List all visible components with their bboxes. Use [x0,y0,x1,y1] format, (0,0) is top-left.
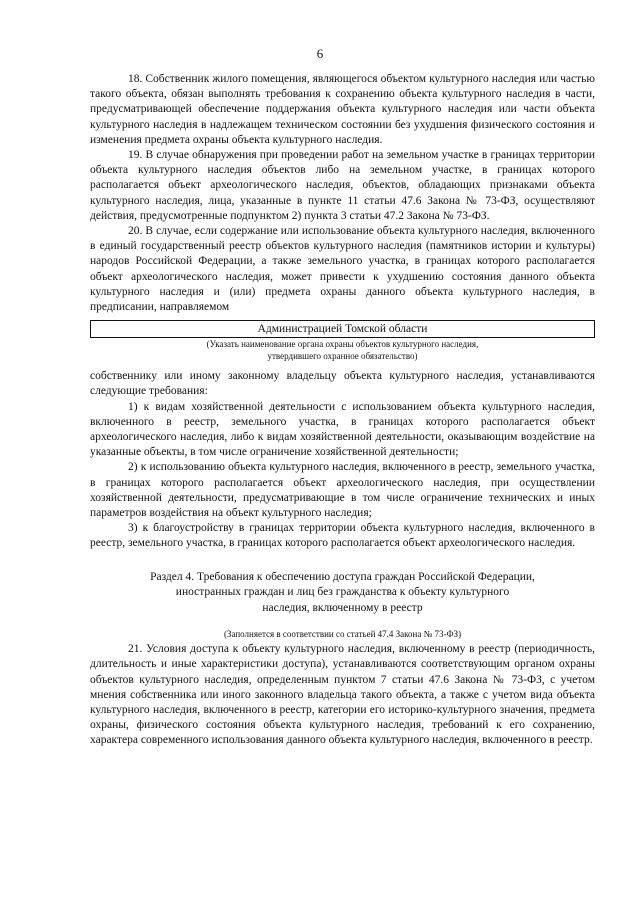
section-title-line: Раздел 4. Требования к обеспечению доступа граждан Российской Федерации, [150,570,535,583]
requirement-1: 1) к видам хозяйственной деятельности с использованием объекта культурного наследия, включенного в реестр, земельного участка, в границах которого располагается объект археологического наследия, либо к видам хозяйственной деятельности, оказывающим воздействие на указанные объекты, в том числе ограничение хозяйственной деятельности; [90,400,595,459]
paragraph-20-continuation: собственнику или иному законному владельцу объекта культурного наследия, устанавливаются следующие требования: [90,370,595,398]
authority-note-line: (Указать наименование органа охраны объектов культурного наследия, [206,339,479,350]
requirement-2: 2) к использованию объекта культурного наследия, включенного в реестр, земельного участка, в границах которого располагается объект археологического наследия, при осуществлении хозяйственной деятельности, предусматривающие в том числе ограничение технических и иных параметров воздействия на объект культурного наследия; [90,461,595,520]
paragraph-21: 21. Условия доступа к объекту культурного наследия, включенному в реестр (периодичность, длительность и иные характеристики доступа), устанавливаются соответствующим органом охраны объектов культурного наследия, определенным пунктом 7 статьи 47.6 Закона № 73-ФЗ, с учетом мнения собственника или иного законного владельца такого объекта, а также с учетом вида объекта культурного наследия, включенного в реестр, категории его историко-культурного значения, предмета охраны, физического состояния объекта культурного наследия, требований к его сохранению, характера современного использования данного объекта культурного наследия, включенного в реестр. [90,643,595,747]
paragraph-19: 19. В случае обнаружения при проведении работ на земельном участке в границах территории объекта культурного наследия объектов либо на земельном участке, в границах которого располагается объект археологического наследия, объектов, обладающих признаками объекта культурного наследия, лица, указанные в пункте 11 статьи 47.6 Закона № 73-ФЗ, осуществляют действия, предусмотренные подпунктом 2) пункта 3 статьи 47.2 Закона № 73-ФЗ. [90,149,595,222]
authority-name-field: Администрацией Томской области [90,320,595,338]
paragraph-18: 18. Собственник жилого помещения, являющегося объектом культурного наследия или частью такого объекта, обязан выполнять требования к сохранению объекта культурного наследия в части, предусматривающей обеспечение поддержания объекта культурного наследия или части объекта культурного наследия в надлежащем техническом состоянии без ухудшения физического состояния и изменения предмета охраны объекта культурного наследия. [90,73,595,146]
paragraph-20: 20. В случае, если содержание или использование объекта культурного наследия, включенного в единый государственный реестр объектов культурного наследия (памятников истории и культуры) народов Российской Федерации, а также земельного участка, в границах которого располагается объект археологического наследия, может привести к ухудшению состояния данного объекта культурного наследия и (или) предмета охраны данного объекта культурного наследия, в предписании, направляемом [90,225,595,314]
section-4-fill-note: (Заполняется в соответствии со статьей 47.4 Закона № 73-ФЗ) [223,629,462,640]
authority-note-line: утвердившего охранное обязательство) [267,351,418,362]
requirement-3: 3) к благоустройству в границах территории объекта культурного наследия, включенного в реестр, земельного участка, в границах которого располагается объект археологического наследия. [90,522,595,550]
page-number: 6 [316,46,324,61]
document-body [90,72,595,749]
section-4-title [110,570,575,617]
section-title-line: иностранных граждан и лиц без гражданства к объекту культурного [175,586,510,599]
authority-note [90,338,595,362]
section-title-line: наследия, включенному в реестр [262,601,423,614]
